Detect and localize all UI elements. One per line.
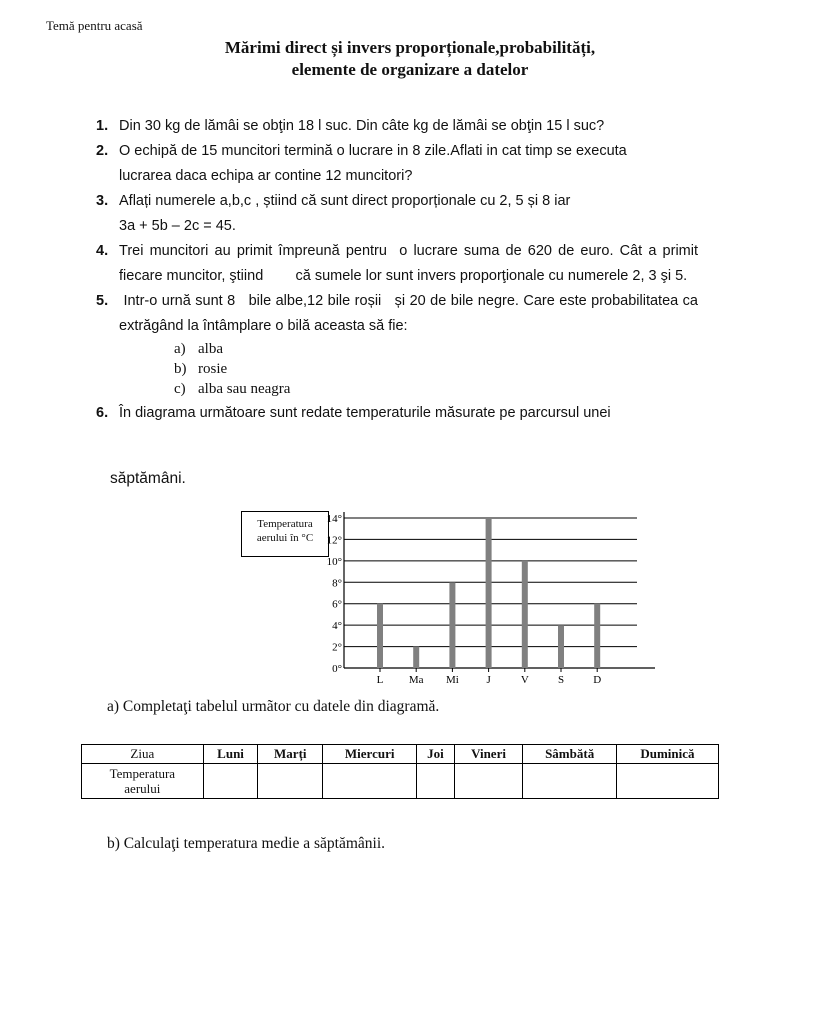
option-letter: b)	[174, 361, 187, 377]
option-item	[174, 339, 698, 359]
y-tick-label: 8°	[332, 577, 342, 590]
problem-3	[96, 189, 698, 239]
chart-legend	[241, 511, 329, 557]
problem-number: 5.	[96, 293, 109, 309]
table-row	[82, 764, 719, 799]
table-header-day: Miercuri	[323, 745, 417, 764]
bar	[594, 604, 600, 668]
problem-4	[96, 239, 703, 289]
bar	[522, 561, 528, 668]
option-letter: c)	[174, 381, 186, 397]
option-letter: a)	[174, 341, 186, 357]
y-tick-label: 0°	[332, 663, 342, 675]
title-line-2: elemente de organizare a datelor	[291, 60, 529, 79]
table-header-label: Ziua	[82, 745, 204, 764]
bar	[449, 582, 455, 668]
y-tick-label: 12°	[326, 534, 342, 547]
table-cell	[417, 764, 454, 799]
problem-line: În diagrama următoare sunt redate temperaturile măsurate pe parcursul unei	[119, 405, 611, 421]
problem-text: Intr-o urnă sunt 8 bile albe,12 bile roșii și 20 de bile negre. Care este probabilitatea ca extrăgând la întâmplare o bilă aceasta să fie:	[119, 293, 703, 334]
y-tick-label: 2°	[332, 641, 342, 654]
row-label-line: Temperatura	[109, 766, 176, 781]
x-tick-label: Ma	[408, 674, 424, 686]
option-text: rosie	[198, 361, 228, 377]
temperature-bar-chart	[326, 505, 660, 690]
table-cell	[203, 764, 258, 799]
table-cell	[616, 764, 718, 799]
problem-line: 3a + 5b – 2c = 45.	[119, 218, 236, 234]
y-tick-label: 6°	[332, 598, 342, 611]
x-tick-label: Mi	[445, 674, 459, 686]
table-header-day: Sâmbătă	[523, 745, 616, 764]
table-row-label	[82, 764, 204, 799]
option-list	[96, 339, 698, 399]
problem-number: 2.	[96, 143, 109, 159]
y-tick-label: 10°	[326, 555, 342, 568]
table-header-row	[82, 745, 719, 764]
problem-text	[119, 401, 698, 426]
temperature-table	[81, 744, 719, 799]
x-tick-label: S	[557, 674, 565, 686]
problem-text	[119, 189, 698, 239]
problem-list	[96, 114, 703, 426]
bar	[413, 647, 419, 668]
legend-line: Temperatura	[257, 518, 313, 530]
problem-line: Din 30 kg de lămâi se obţin 18 l suc. Din câte kg de lămâi se obţin 15 l suc?	[119, 118, 605, 134]
legend-line: aerului în °C	[256, 532, 314, 544]
header-note: Temă pentru acasă	[46, 18, 143, 33]
problem-number: 1.	[96, 118, 109, 134]
problem-number: 4.	[96, 243, 109, 259]
title-line-1: Mărimi direct și invers proporționale,probabilități,	[224, 38, 596, 57]
problem-2	[96, 139, 698, 189]
option-text: alba	[198, 341, 223, 357]
bar	[377, 604, 383, 668]
problem-1	[96, 114, 698, 139]
option-item	[174, 359, 698, 379]
x-tick-label: J	[486, 674, 491, 686]
bar	[558, 625, 564, 668]
problem-line: lucrarea daca echipa ar contine 12 muncitori?	[119, 168, 413, 184]
problem-6	[96, 401, 698, 426]
row-label-line: aerului	[124, 781, 161, 796]
problem-line: Aflați numerele a,b,c , știind că sunt direct proporționale cu 2, 5 și 8 iar	[119, 193, 571, 209]
problem-line: O echipă de 15 muncitori termină o lucrare in 8 zile.Aflati in cat timp se executa	[119, 143, 627, 159]
x-tick-label: V	[520, 674, 529, 686]
y-tick-label: 14°	[326, 513, 342, 525]
problem-number: 3.	[96, 193, 109, 209]
problem-text	[119, 114, 698, 139]
option-item	[174, 379, 698, 399]
problem-number: 6.	[96, 405, 109, 421]
y-tick-label: 4°	[332, 620, 342, 633]
problem-text: Trei muncitori au primit împreună pentru o lucrare suma de 620 de euro. Cât a primit fiecare muncitor, ştiind că sumele lor sunt invers proporţionale cu numerele 2, 3 şi 5.	[119, 243, 703, 284]
bar	[486, 518, 492, 668]
table-cell	[258, 764, 323, 799]
table-cell	[323, 764, 417, 799]
table-header-day: Joi	[417, 745, 454, 764]
x-tick-label: D	[593, 674, 602, 686]
question-a: a) Completaţi tabelul urmãtor cu datele din diagramă.	[107, 698, 440, 715]
problem-6-continuation: săptămâni.	[110, 470, 186, 487]
x-tick-label: L	[376, 674, 384, 686]
question-b: b) Calculaţi temperatura medie a săptămânii.	[107, 835, 386, 852]
table-header-day: Luni	[203, 745, 258, 764]
table-cell	[454, 764, 523, 799]
problem-5	[96, 289, 703, 339]
option-text: alba sau neagra	[198, 381, 291, 397]
problem-text	[119, 139, 698, 189]
table-header-day: Vineri	[454, 745, 523, 764]
table-cell	[523, 764, 616, 799]
table-header-day: Marți	[258, 745, 323, 764]
table-header-day: Duminică	[616, 745, 718, 764]
